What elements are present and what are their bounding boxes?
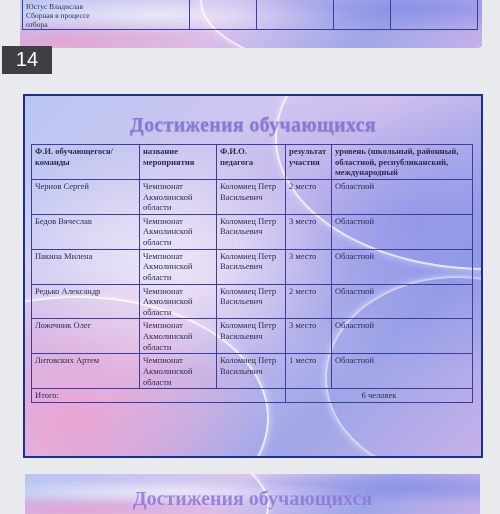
cell-result: 3 место bbox=[286, 249, 332, 284]
cell-level: Областной bbox=[332, 179, 473, 214]
total-label: Итого: bbox=[32, 389, 286, 403]
cell-level: Областной bbox=[332, 284, 473, 319]
slide-number-badge: 14 bbox=[2, 46, 52, 74]
cell-level: Областной bbox=[332, 319, 473, 354]
cell-student: Литовских Артем bbox=[32, 354, 140, 389]
cell-event: Чемпионат Акмолинской области bbox=[140, 214, 217, 249]
cell-level: Областной bbox=[332, 354, 473, 389]
table-row bbox=[32, 284, 473, 319]
slide-title: Достижения обучающихся bbox=[130, 114, 376, 136]
total-value: 6 человек bbox=[286, 389, 473, 403]
cell-teacher: Коломиец Петр Васильевич bbox=[217, 179, 286, 214]
cell-student: Бедов Вячеслав bbox=[32, 214, 140, 249]
table-row bbox=[32, 179, 473, 214]
cell-event: Чемпионат Акмолинской области bbox=[140, 249, 217, 284]
table-total-row bbox=[32, 389, 473, 403]
previous-slide-line: Сборная в процессе bbox=[26, 11, 90, 20]
cell-student: Ложечник Олег bbox=[32, 319, 140, 354]
cell-student: Редько Александр bbox=[32, 284, 140, 319]
cell-student: Пакина Милена bbox=[32, 249, 140, 284]
cell-result: 2 место bbox=[286, 179, 332, 214]
cell-teacher: Коломиец Петр Васильевич bbox=[217, 354, 286, 389]
previous-slide-cell bbox=[334, 0, 391, 30]
cell-result: 2 место bbox=[286, 284, 332, 319]
cell-level: Областной bbox=[332, 214, 473, 249]
previous-slide-table bbox=[22, 0, 478, 30]
achievements-table bbox=[31, 144, 473, 403]
header-event: название мероприятия bbox=[140, 145, 217, 180]
previous-slide-cell bbox=[23, 0, 190, 30]
cell-event: Чемпионат Акмолинской области bbox=[140, 319, 217, 354]
previous-slide-line: Юстус Владислав bbox=[26, 2, 84, 11]
table-header-row bbox=[32, 145, 473, 180]
achievements-slide bbox=[23, 94, 483, 458]
table-row bbox=[32, 214, 473, 249]
cell-teacher: Коломиец Петр Васильевич bbox=[217, 214, 286, 249]
cell-event: Чемпионат Акмолинской области bbox=[140, 284, 217, 319]
cell-result: 3 место bbox=[286, 214, 332, 249]
header-teacher: Ф.И.О. педагога bbox=[217, 145, 286, 180]
table-row bbox=[32, 319, 473, 354]
header-level: уровень (школьный, районный, областной, республиканский, международный bbox=[332, 145, 473, 180]
previous-slide-line: отбора bbox=[26, 20, 48, 29]
next-slide-title: Достижения обучающихся bbox=[132, 488, 373, 510]
table-row bbox=[32, 354, 473, 389]
cell-level: Областной bbox=[332, 249, 473, 284]
cell-result: 1 место bbox=[286, 354, 332, 389]
table-row bbox=[32, 249, 473, 284]
cell-student: Чернов Сергей bbox=[32, 179, 140, 214]
previous-slide-cell bbox=[190, 0, 257, 30]
header-result: результат участия bbox=[286, 145, 332, 180]
cell-teacher: Коломиец Петр Васильевич bbox=[217, 319, 286, 354]
next-slide-fragment bbox=[25, 474, 480, 514]
cell-event: Чемпионат Акмолинской области bbox=[140, 179, 217, 214]
previous-slide-cell bbox=[391, 0, 478, 30]
cell-teacher: Коломиец Петр Васильевич bbox=[217, 284, 286, 319]
previous-slide-fragment bbox=[20, 0, 482, 48]
cell-event: Чемпионат Акмолинской области bbox=[140, 354, 217, 389]
cell-result: 3 место bbox=[286, 319, 332, 354]
previous-slide-cell bbox=[257, 0, 334, 30]
cell-teacher: Коломиец Петр Васильевич bbox=[217, 249, 286, 284]
header-student: Ф.И. обучающегося/ команды bbox=[32, 145, 140, 180]
